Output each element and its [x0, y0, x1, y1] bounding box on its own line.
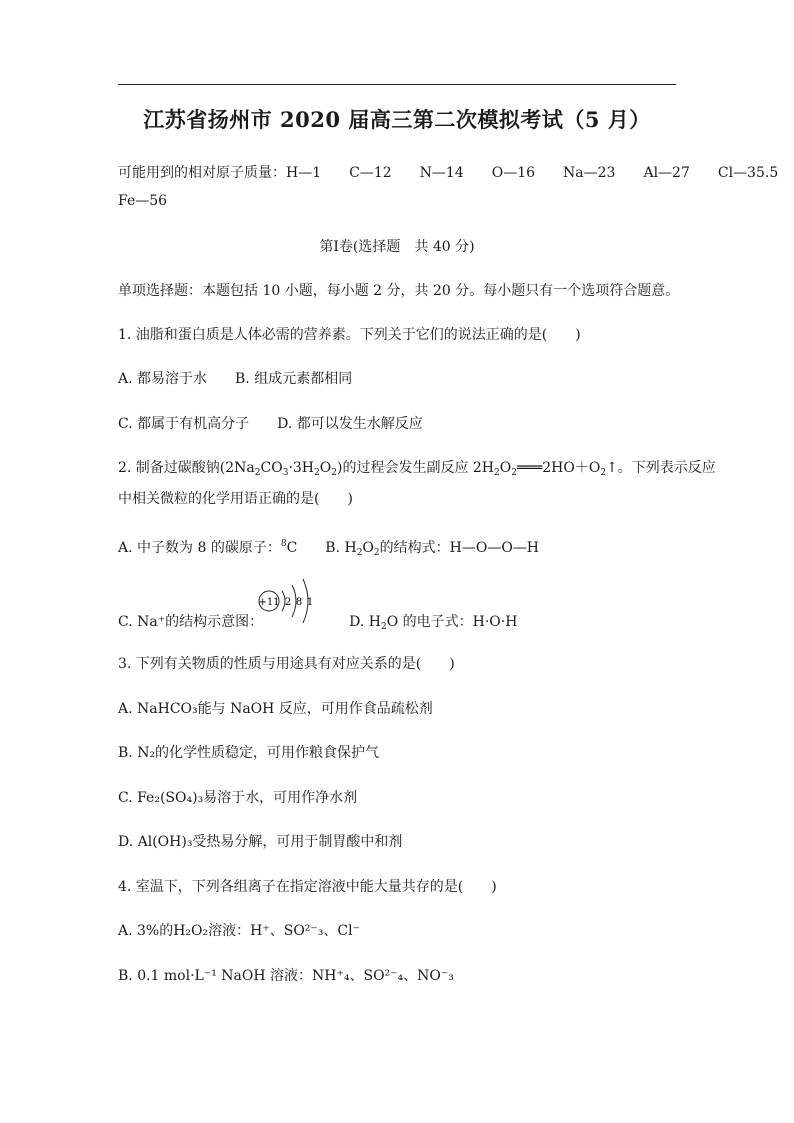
q2-stem-part: O [499, 460, 512, 476]
shell-1-electrons: 2 [284, 597, 292, 608]
shell-3-electrons: 1 [306, 597, 314, 608]
q1-option-a: A. 都易溶于水 [118, 371, 208, 387]
q2-option-a-symbol: C [286, 540, 298, 556]
mass-na: Na—23 [563, 165, 616, 181]
header-rule [118, 84, 676, 85]
q2-option-c: C. Na⁺的结构示意图： [118, 614, 264, 630]
q3-stem: 3. 下列有关物质的性质与用途具有对应关系的是( ) [118, 656, 455, 672]
mass-c: C—12 [349, 165, 392, 181]
q3-option-a: A. NaHCO₃能与 NaOH 反应，可用作食品疏松剂 [118, 701, 433, 717]
q2-option-a-text: A. 中子数为 8 的碳原子： [118, 540, 281, 556]
q2-option-a-sup: 8 [280, 539, 287, 549]
q1-options-ab [118, 370, 352, 388]
mass-cl: Cl—35.5 [717, 165, 779, 181]
mass-fe: Fe—56 [118, 193, 168, 209]
q2-stem-part: ↑。下列表示反应 [606, 460, 716, 476]
q1-stem: 1. 油脂和蛋白质是人体必需的营养素。下列关于它们的说法正确的是( ) [118, 327, 581, 343]
q1-option-c: C. 都属于有机高分子 [118, 416, 250, 432]
instructions: 单项选择题：本题包括 10 小题，每小题 2 分，共 20 分。每小题只有一个选项符合题意。 [118, 283, 680, 299]
q2-stem-part: O＋O [563, 460, 601, 476]
page-title: 江苏省扬州市 2020 届高三第二次模拟考试（5 月） [143, 107, 651, 132]
q1-option-b: B. 组成元素都相同 [235, 371, 353, 387]
mass-al: Al—27 [643, 165, 690, 181]
q2-options-ab [118, 535, 539, 562]
mass-n: N—14 [419, 165, 464, 181]
nucleus-label: +11 [258, 597, 280, 608]
q4-option-b: B. 0.1 mol·L⁻¹ NaOH 溶液：NH⁺₄、SO²⁻₄、NO⁻₃ [118, 968, 454, 984]
na-ion-structure-diagram [258, 574, 322, 628]
q3-option-c: C. Fe₂(SO₄)₃易溶于水，可用作净水剂 [118, 790, 358, 806]
q4-stem: 4. 室温下，下列各组离子在指定溶液中能大量共存的是( ) [118, 879, 497, 895]
q2-stem-line2: 中相关微粒的化学用语正确的是( ) [118, 491, 353, 507]
q3-option-b: B. N₂的化学性质稳定，可用作粮食保护气 [118, 745, 380, 761]
q4-option-a: A. 3%的H₂O₂溶液：H⁺、SO²⁻₃、Cl⁻ [118, 923, 360, 939]
mass-h: H—1 [286, 165, 322, 181]
mass-o: O—16 [491, 165, 536, 181]
q2-option-b-text: 的结构式：H—O—O—H [379, 540, 540, 556]
q2-stem-part: O [319, 460, 332, 476]
q2-option-d: D. $H_2O$ 的电子式：H·O·H [349, 614, 518, 632]
q2-option-b: B. $H_2O_2$的结构式：H—O—O—H [325, 540, 540, 558]
atomic-masses-line [118, 164, 778, 182]
q2-stem: 2. 制备过碳酸钠$(2Na_2CO_3\cdot 3H_2O_2)$的过程会发生副反应 $2H_2O_2═══2HO+O_2↑$。下列表示反应 [118, 460, 716, 478]
q2-option-d-text: D. H [349, 614, 381, 630]
q2-stem-part: ·3H [288, 460, 315, 476]
q2-stem-part: )的过程会发生副反应 2H [336, 460, 495, 476]
q2-option-b-text: B. H [325, 540, 357, 556]
q3-option-d: D. Al(OH)₃受热易分解，可用于制胃酸中和剂 [118, 834, 403, 850]
q1-options-cd [118, 415, 423, 433]
shell-2-electrons: 8 [295, 597, 303, 608]
q2-option-d-text: O 的电子式：H·O·H [386, 614, 518, 630]
q1-option-d: D. 都可以发生水解反应 [277, 416, 423, 432]
q2-stem-part: CO [260, 460, 283, 476]
section-title: 第Ⅰ卷(选择题 共 40 分) [319, 239, 475, 255]
q2-stem-part: ═══2H [516, 460, 564, 476]
atomic-masses-label: 可能用到的相对原子质量： [118, 165, 286, 181]
q2-option-a [118, 540, 297, 556]
q2-option-b-text: O [362, 540, 374, 556]
q2-stem-part: 2. 制备过碳酸钠(2Na [118, 460, 255, 476]
